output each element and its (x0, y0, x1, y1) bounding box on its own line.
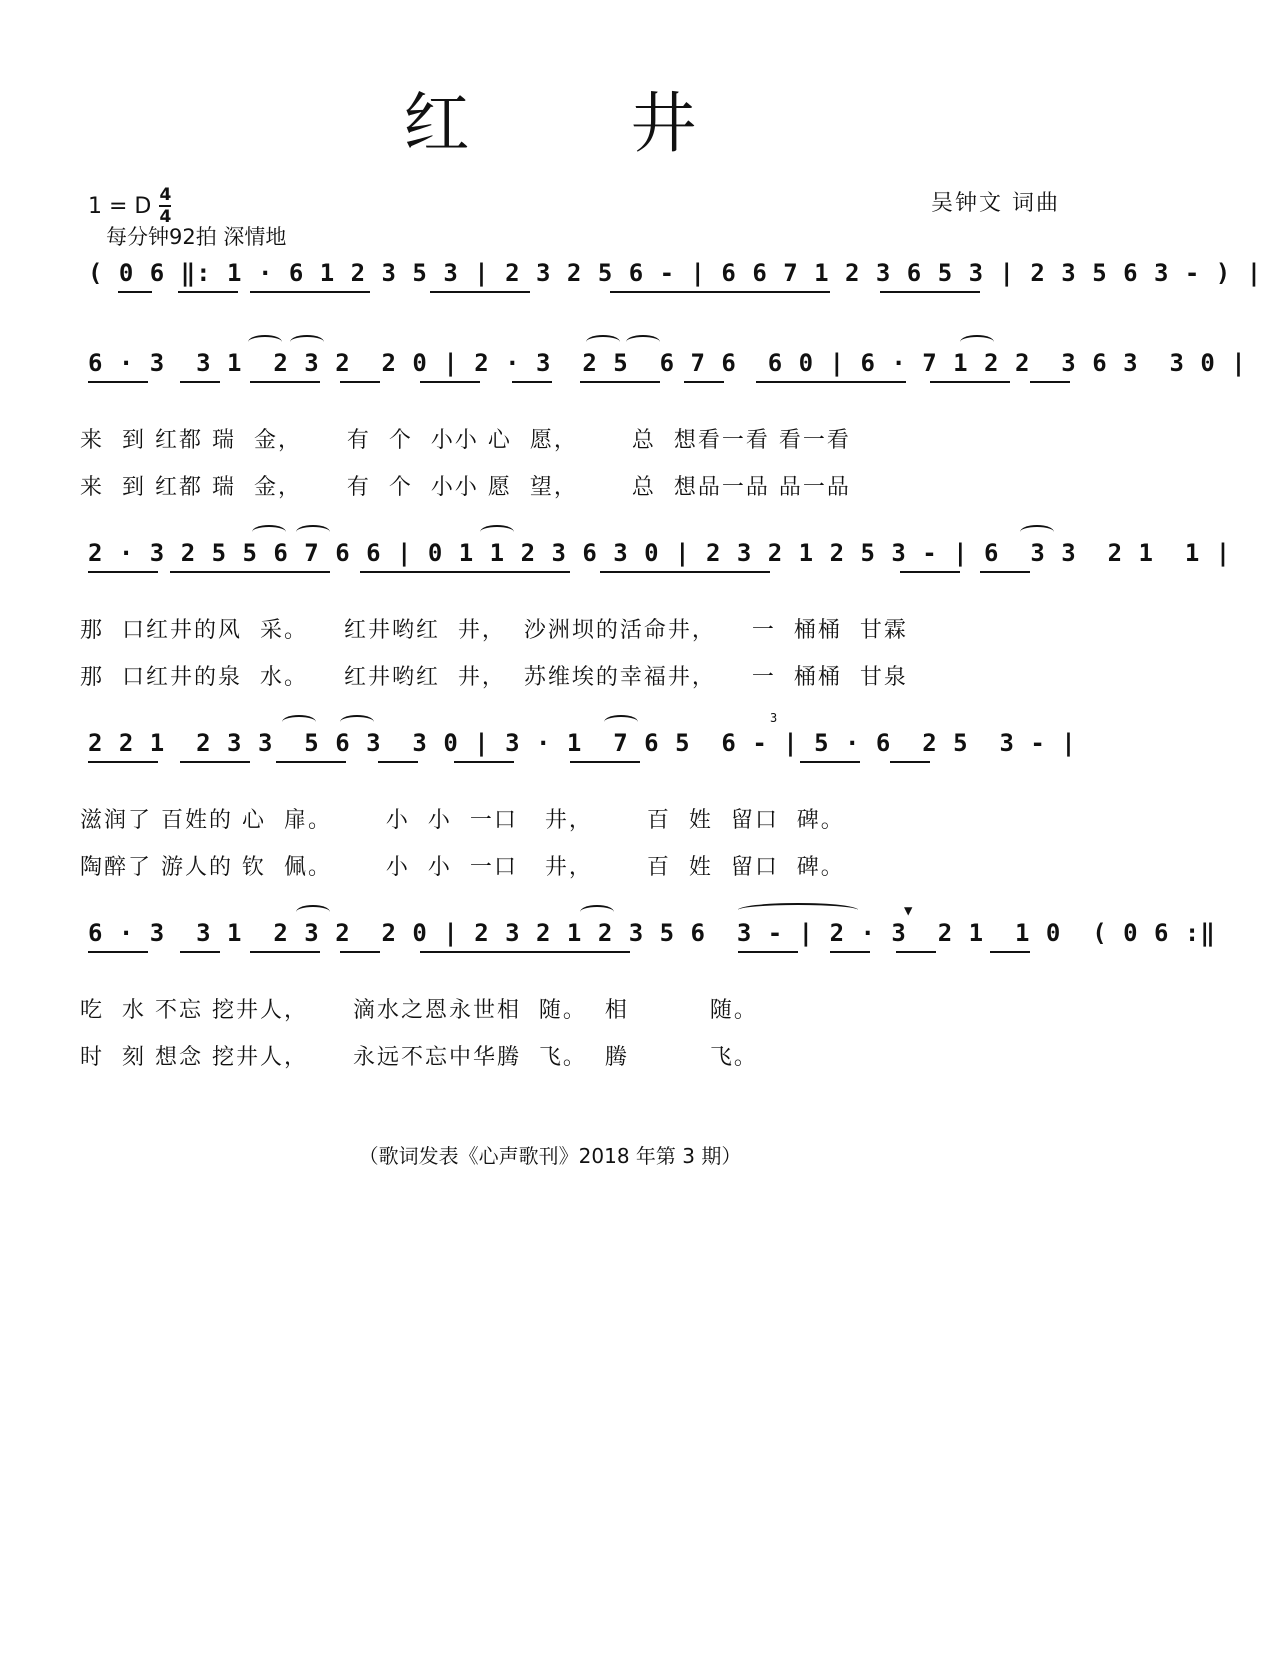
lyric-line-2-verse-2: 那 口红井的泉 水。 红井哟红 井， 苏维埃的幸福井， 一 桶桶 甘泉 (80, 665, 908, 690)
time-top: 4 (159, 185, 172, 205)
time-signature (159, 186, 171, 226)
key-signature (88, 186, 171, 226)
key-label: 1 = D (88, 193, 152, 219)
triplet-mark: 3 (770, 711, 778, 725)
stave-2 (0, 535, 1232, 575)
stave-notes: 6 · 3 3 1 2 3 2 2 0 | 2 3 2 1 2 3 5 6 3 - | 2 · 3 2 1 1 0 ( 0 6 :‖ (88, 919, 1216, 947)
credit: 吴钟文 词曲 (931, 191, 1060, 216)
stave-notes: 6 · 3 3 1 2 3 2 2 0 | 2 · 3 2 5 6 7 6 6 0 | 6 · 7 1 2 2 3 6 3 3 0 | (88, 349, 1247, 377)
tempo-marking: 每分钟92拍 深情地 (106, 225, 287, 249)
stave-4 (0, 903, 1216, 955)
lyric-line-4-verse-2: 时 刻 想念 挖井人， 永远不忘中华腾 飞。 腾 飞。 (80, 1045, 758, 1070)
stave-3 (0, 711, 1100, 765)
time-bottom: 4 (159, 207, 172, 227)
stave-1 (0, 345, 1247, 385)
song-title: 红 井 (403, 85, 767, 162)
lyric-line-4-verse-1: 吃 水 不忘 挖井人， 滴水之恩永世相 随。 相 随。 (80, 998, 758, 1023)
lyric-line-2-verse-1: 那 口红井的风 采。 红井哟红 井， 沙洲坝的活命井， 一 桶桶 甘霖 (80, 618, 908, 643)
lyric-line-3-verse-2: 陶醉了 游人的 钦 佩。 小 小 一口 井， 百 姓 留口 碑。 (80, 855, 845, 880)
lyric-line-3-verse-1: 滋润了 百姓的 心 扉。 小 小 一口 井， 百 姓 留口 碑。 (80, 808, 845, 833)
stave-notes: ( 0 6 ‖: 1 · 6 1 2 3 5 3 | 2 3 2 5 6 - | 6 6 7 1 2 3 6 5 3 | 2 3 5 6 3 - ) | (88, 259, 1262, 287)
accent-mark: ▼ (904, 903, 913, 919)
lyric-line-1-verse-1: 来 到 红都 瑞 金， 有 个 小小 心 愿， 总 想看一看 看一看 (80, 428, 851, 453)
stave-notes: 2 2 1 2 3 3 5 6 3 3 0 | 3 · 1 7 6 5 6 - | 5 · 6 2 5 3 - | (88, 729, 1077, 757)
lyric-line-1-verse-2: 来 到 红都 瑞 金， 有 个 小小 愿 望， 总 想品一品 品一品 (80, 475, 851, 500)
stave-intro (0, 255, 1262, 295)
footnote: （歌词发表《心声歌刊》2018 年第 3 期） (358, 1144, 742, 1168)
stave-notes: 2 · 3 2 5 5 6 7 6 6 | 0 1 1 2 3 6 3 0 | 2 3 2 1 2 5 3 - | 6 3 3 2 1 1 | (88, 539, 1232, 567)
